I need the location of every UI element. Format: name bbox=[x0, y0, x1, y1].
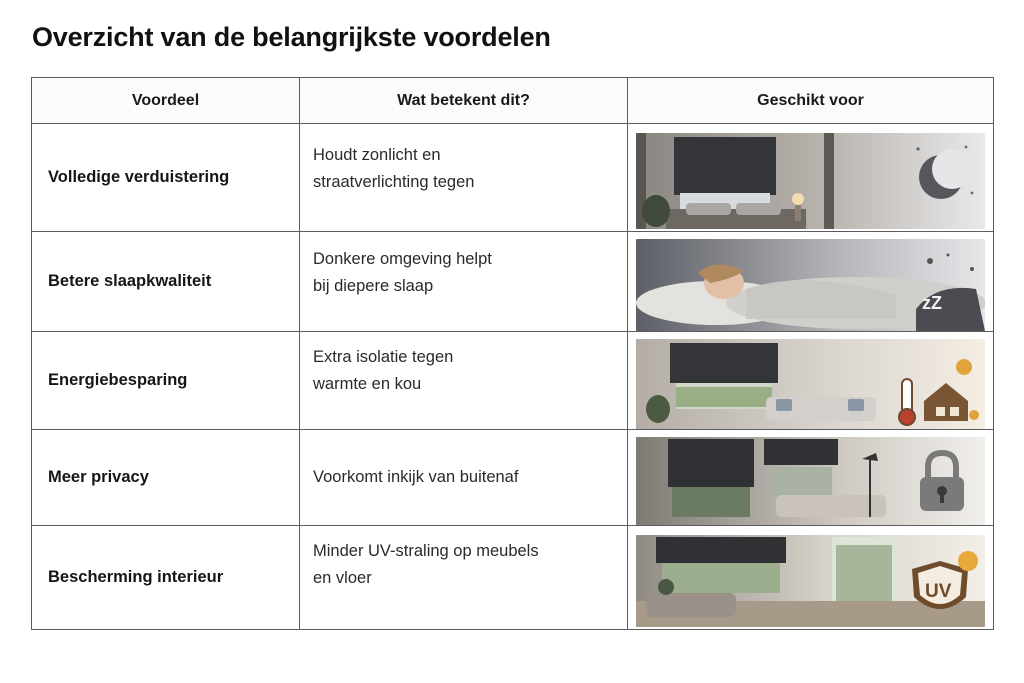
benefit-cell: Energiebesparing bbox=[32, 332, 300, 430]
meaning-cell bbox=[300, 430, 628, 526]
table-row bbox=[32, 430, 994, 526]
benefit-cell: Meer privacy bbox=[32, 430, 300, 526]
image-cell bbox=[628, 124, 994, 232]
meaning-line: Donkere omgeving helpt bbox=[313, 250, 492, 268]
header-suitable: Geschikt voor bbox=[628, 78, 994, 124]
meaning-cell bbox=[300, 232, 628, 332]
benefit-cell: Volledige verduistering bbox=[32, 124, 300, 232]
meaning-line: straatverlichting tegen bbox=[313, 173, 475, 191]
image-cell bbox=[628, 526, 994, 630]
sleeping-woman-image bbox=[636, 239, 985, 331]
meaning-cell bbox=[300, 526, 628, 630]
meaning-line: en vloer bbox=[313, 569, 372, 587]
meaning-line: Voorkomt inkijk van buitenaf bbox=[313, 468, 519, 486]
benefit-cell: Bescherming interieur bbox=[32, 526, 300, 630]
bedroom-blackout-image bbox=[636, 133, 985, 229]
meaning-line: warmte en kou bbox=[313, 375, 422, 393]
table-header-row bbox=[32, 78, 994, 124]
meaning-line: bij diepere slaap bbox=[313, 277, 434, 295]
benefit-cell: Betere slaapkwaliteit bbox=[32, 232, 300, 332]
table-row bbox=[32, 232, 994, 332]
meaning-line: Extra isolatie tegen bbox=[313, 348, 454, 366]
table-row bbox=[32, 526, 994, 630]
living-room-image bbox=[636, 339, 985, 429]
image-cell bbox=[628, 232, 994, 332]
zzz-text: zZ bbox=[922, 292, 942, 313]
header-benefit: Voordeel bbox=[32, 78, 300, 124]
header-meaning: Wat betekent dit? bbox=[300, 78, 628, 124]
meaning-line: Houdt zonlicht en bbox=[313, 146, 441, 164]
meaning-line: Minder UV-straling op meubels bbox=[313, 542, 539, 560]
meaning-cell bbox=[300, 332, 628, 430]
table-row bbox=[32, 332, 994, 430]
image-cell bbox=[628, 430, 994, 526]
table-row bbox=[32, 124, 994, 232]
uv-text: UV bbox=[925, 580, 952, 602]
benefits-table bbox=[31, 77, 994, 630]
image-cell bbox=[628, 332, 994, 430]
privacy-room-image bbox=[636, 437, 985, 525]
meaning-cell bbox=[300, 124, 628, 232]
interior-uv-image bbox=[636, 535, 985, 627]
page-title: Overzicht van de belangrijkste voordelen bbox=[32, 22, 551, 52]
